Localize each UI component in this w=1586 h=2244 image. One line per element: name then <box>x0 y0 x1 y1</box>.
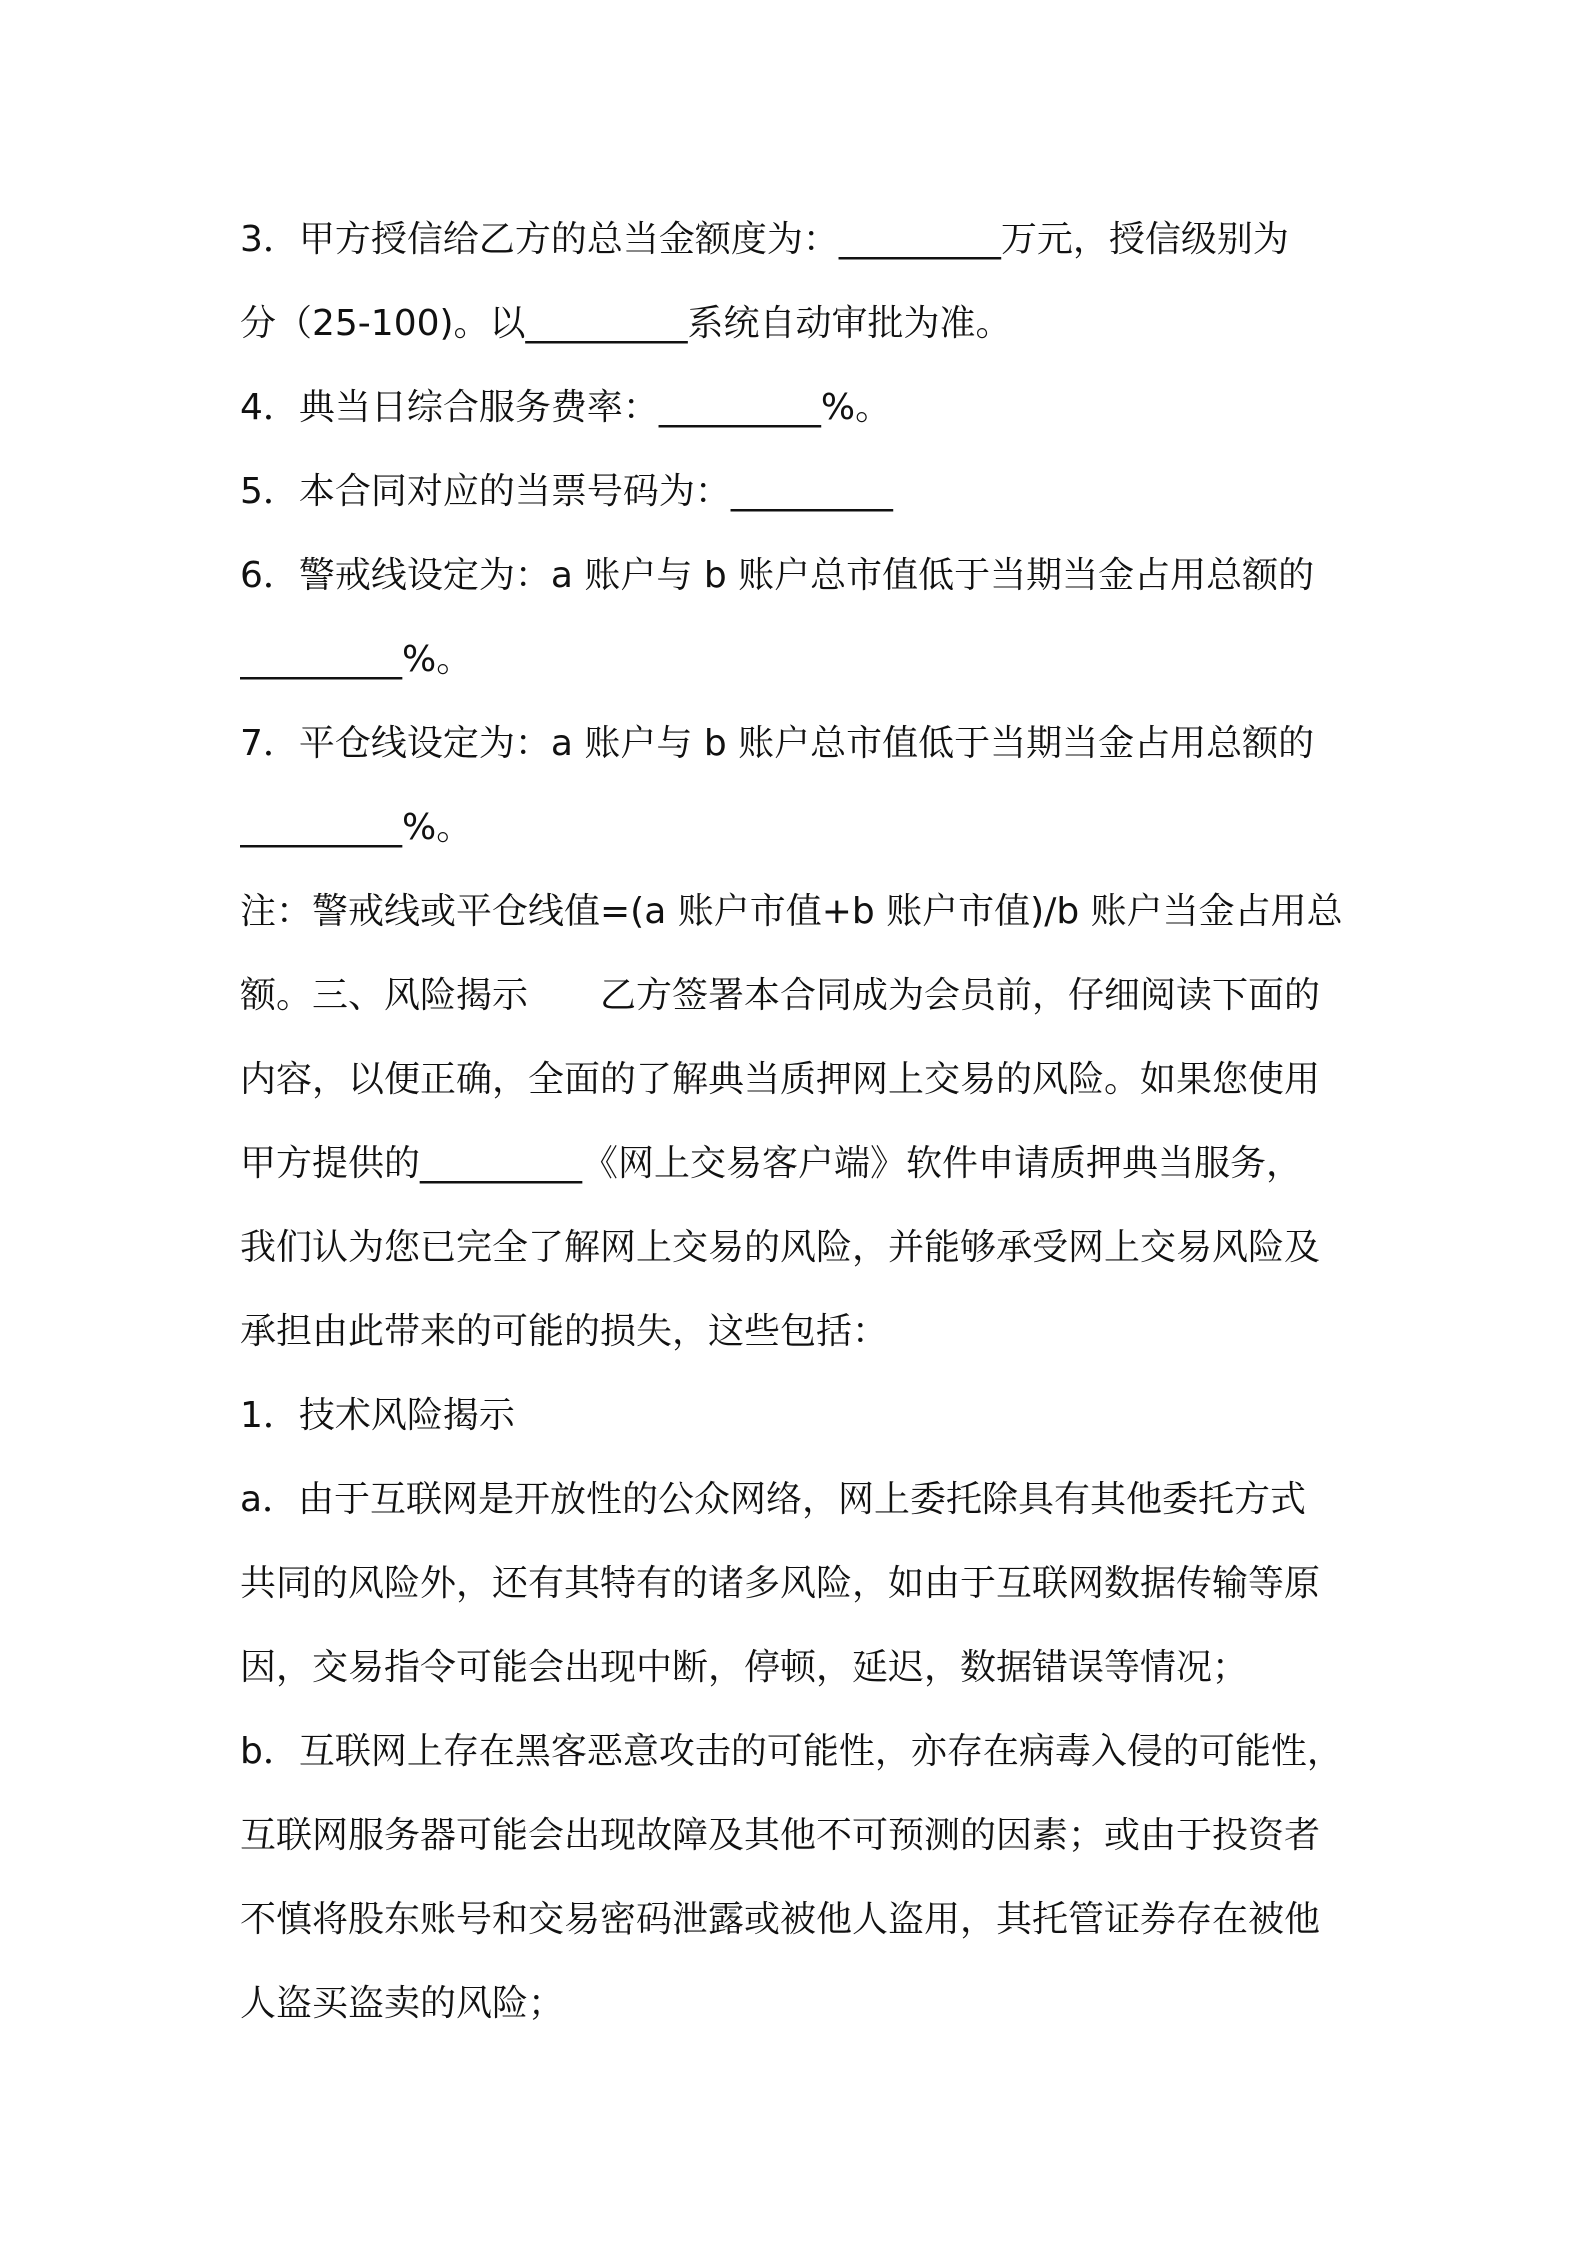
text-line-4: 5．本合同对应的当票号码为：_________ <box>240 471 893 512</box>
text-line-22: 人盗买盗卖的风险； <box>240 1983 565 2024</box>
text-line-6: _________%。 <box>240 639 473 680</box>
text-line-8: _________%。 <box>240 807 473 848</box>
text-line-7: 7．平仓线设定为：a 账户与 b 账户总市值低于当期当金占用总额的 <box>240 723 1315 764</box>
text-line-21: 不慎将股东账号和交易密码泄露或被他人盗用，其托管证券存在被他 <box>240 1899 1321 1940</box>
text-line-10: 额。三、风险揭示 乙方签署本合同成为会员前，仔细阅读下面的 <box>240 975 1321 1016</box>
text-line-18: 因，交易指令可能会出现中断，停顿，延迟，数据错误等情况； <box>240 1647 1249 1688</box>
text-line-3: 4．典当日综合服务费率：_________%。 <box>240 387 892 428</box>
text-line-13: 我们认为您已完全了解网上交易的风险，并能够承受网上交易风险及 <box>240 1227 1321 1268</box>
text-line-17: 共同的风险外，还有其特有的诸多风险，如由于互联网数据传输等原 <box>240 1563 1321 1604</box>
document-body <box>240 198 1360 2046</box>
text-line-5: 6．警戒线设定为：a 账户与 b 账户总市值低于当期当金占用总额的 <box>240 555 1315 596</box>
text-line-15: 1．技术风险揭示 <box>240 1395 515 1436</box>
text-line-9: 注：警戒线或平仓线值=(a 账户市值+b 账户市值)/b 账户当金占用总 <box>240 891 1343 932</box>
text-line-12: 甲方提供的_________《网上交易客户端》软件申请质押典当服务， <box>240 1143 1303 1184</box>
text-line-1: 3．甲方授信给乙方的总当金额度为：_________万元，授信级别为 <box>240 219 1289 260</box>
text-line-16: a．由于互联网是开放性的公众网络，网上委托除具有其他委托方式 <box>240 1479 1307 1520</box>
text-line-14: 承担由此带来的可能的损失，这些包括： <box>240 1311 889 1352</box>
text-line-19: b．互联网上存在黑客恶意攻击的可能性，亦存在病毒入侵的可能性， <box>240 1731 1343 1772</box>
text-line-20: 互联网服务器可能会出现故障及其他不可预测的因素；或由于投资者 <box>240 1815 1321 1856</box>
text-line-11: 内容，以便正确，全面的了解典当质押网上交易的风险。如果您使用 <box>240 1059 1321 1100</box>
text-line-2: 分（25-100)。以_________系统自动审批为准。 <box>240 303 1012 344</box>
